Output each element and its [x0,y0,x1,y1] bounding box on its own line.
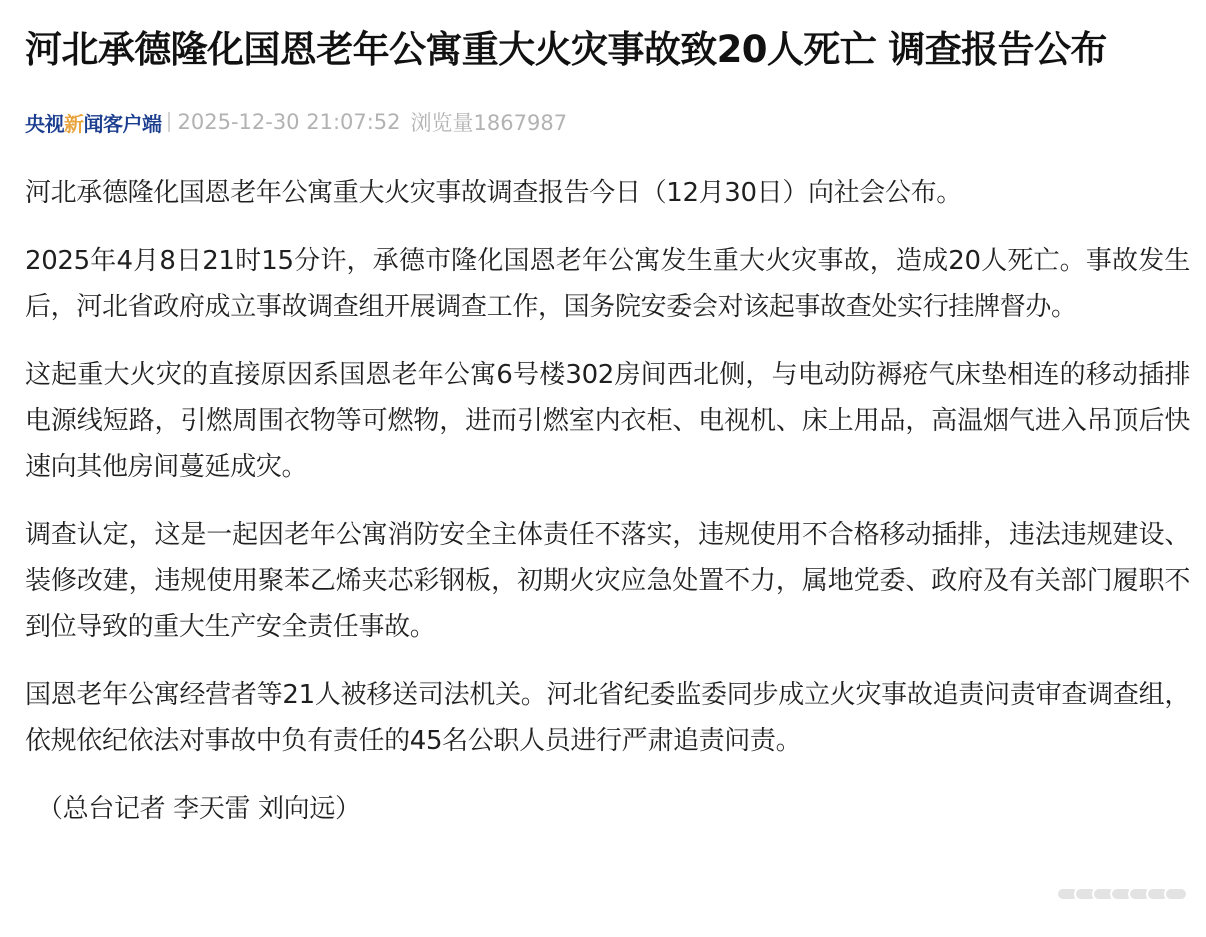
publish-time: 2025-12-30 21:07:52 [177,110,401,134]
meta-divider [168,112,170,132]
paragraph-5: 国恩老年公寓经营者等21人被移送司法机关。河北省纪委监委同步成立火灾事故追责问责审查调查组，依规依纪依法对事故中负有责任的45名公职人员进行严肃追责问责。 [25,680,1190,756]
paragraph-4: 调查认定，这是一起因老年公寓消防安全主体责任不落实，违规使用不合格移动插排，违法违规建设、装修改建，违规使用聚苯乙烯夹芯彩钢板，初期火灾应急处置不力，属地党委、政府及有关部门履职不到位导致的重大生产安全责任事故。 [25,520,1190,642]
reporter-credit: （总台记者 李天雷 刘向远） [37,794,361,824]
watermark-dot [1164,887,1188,901]
source-name-part1: 央视 [25,111,64,136]
article-meta [25,108,567,136]
view-count: 浏览量1867987 [410,111,568,135]
paragraph-3: 这起重大火灾的直接原因系国恩老年公寓6号楼302房间西北侧，与电动防褥疮气床垫相连的移动插排电源线短路，引燃周围衣物等可燃物，进而引燃室内衣柜、电视机、床上用品，高温烟气进入吊顶后快速向其他房间蔓延成灾。 [25,360,1190,482]
source-name-part2: 闻客户端 [83,111,162,136]
source-name-highlight: 新 [64,111,84,136]
paragraph-1: 河北承德隆化国恩老年公寓重大火灾事故调查报告今日（12月30日）向社会公布。 [25,178,962,208]
source-name[interactable] [25,108,162,137]
paragraph-2: 2025年4月8日21时15分许，承德市隆化国恩老年公寓发生重大火灾事故，造成20人死亡。事故发生后，河北省政府成立事故调查组开展调查工作，国务院安委会对该起事故查处实行挂牌督办。 [25,246,1190,322]
article-body [25,170,1190,854]
watermark-icon [1062,887,1188,901]
article-title: 河北承德隆化国恩老年公寓重大火灾事故致20人死亡 调查报告公布 [25,28,1107,71]
